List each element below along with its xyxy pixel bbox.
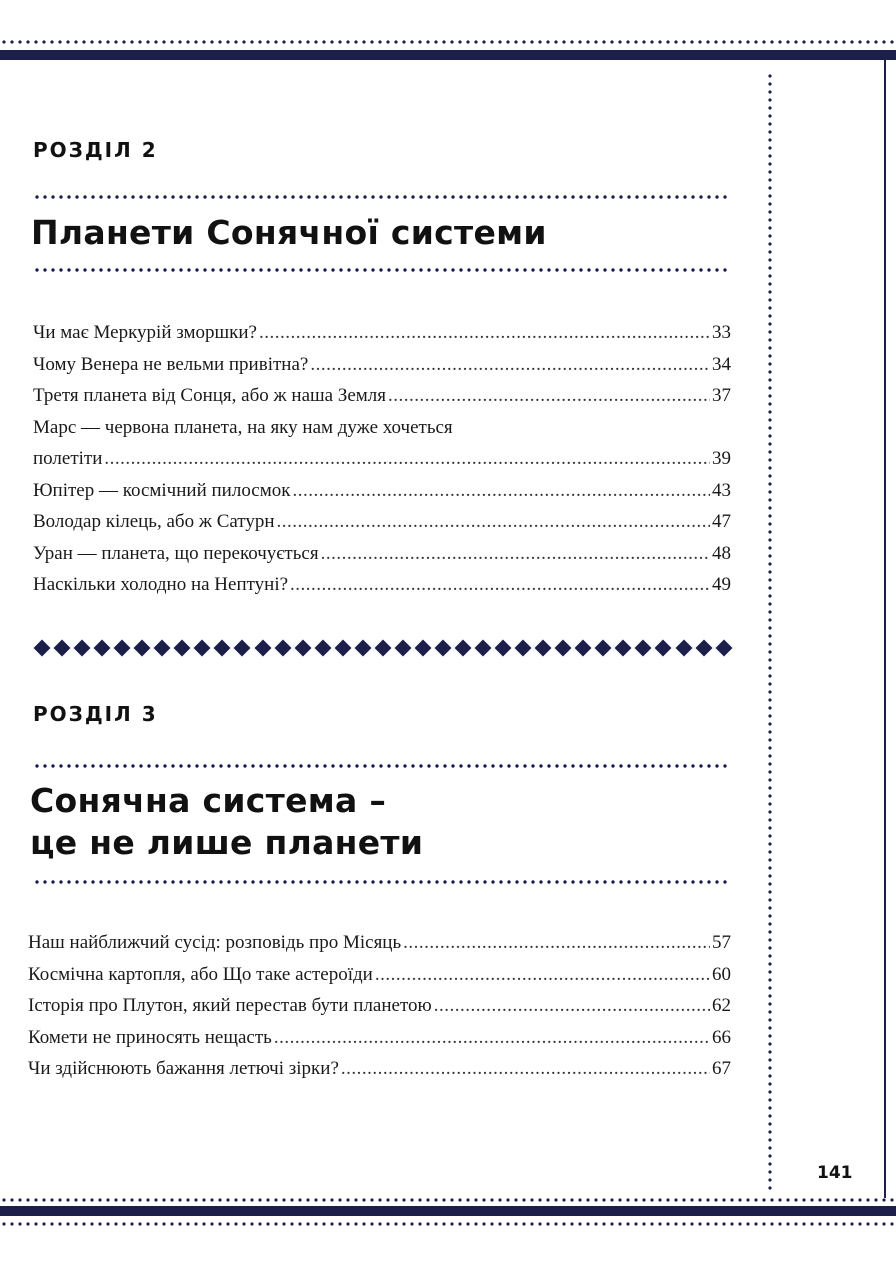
toc-entry[interactable] (28, 990, 731, 1022)
toc-entry-page: 60 (712, 963, 731, 985)
diamond-ornament (414, 640, 431, 657)
diamond-ornament (94, 640, 111, 657)
diamond-ornament (374, 640, 391, 657)
section-3-title (30, 780, 423, 864)
toc-entry[interactable] (33, 380, 731, 412)
toc-entry-title-continued: полетіти (33, 448, 103, 469)
diamond-ornament (715, 640, 732, 657)
toc-entry-title: Космічна картопля, або Що таке астероїди (28, 963, 373, 985)
toc-entry-title: Чи має Меркурій зморшки? (33, 322, 257, 343)
toc-entry-page: 47 (712, 511, 731, 532)
toc-entry-page: 62 (712, 995, 731, 1016)
diamond-ornament (214, 640, 231, 657)
diamond-ornament (655, 640, 672, 657)
toc-leader (434, 990, 710, 1022)
diamond-ornament (495, 640, 512, 657)
toc-leader (375, 959, 710, 991)
diamond-ornament (334, 640, 351, 657)
diamond-ornament (134, 640, 151, 657)
toc-leader (341, 1053, 710, 1085)
section-3-toc (28, 927, 731, 1085)
diamond-ornament (475, 640, 492, 657)
section-3-title-top-separator (33, 764, 731, 768)
toc-leader (403, 927, 710, 959)
toc-entry[interactable] (28, 927, 731, 959)
diamond-divider (36, 637, 730, 659)
toc-entry-page: 43 (712, 479, 731, 501)
section-3-title-line-2: це не лише планети (30, 823, 424, 862)
bottom-border-dots-lower (0, 1222, 896, 1226)
toc-entry-title: Чи здійснюють бажання летючі зірки? (28, 1058, 339, 1079)
toc-entry-title: Наскільки холодно на Нептуні? (33, 574, 289, 595)
diamond-ornament (54, 640, 71, 657)
toc-entry-page: 66 (712, 1026, 731, 1048)
diamond-ornament (454, 640, 471, 657)
toc-entry-title: Володар кілець, або ж Сатурн (33, 511, 275, 532)
diamond-ornament (434, 640, 451, 657)
toc-entry-page: 33 (712, 322, 731, 343)
section-2-title-top-separator (33, 195, 731, 199)
diamond-ornament (194, 640, 211, 657)
toc-leader (277, 506, 710, 538)
diamond-ornament (314, 640, 331, 657)
toc-entry[interactable] (33, 475, 731, 507)
section-3-label: РОЗДІЛ 3 (33, 702, 158, 726)
toc-entry-first-line[interactable] (33, 412, 731, 444)
section-2-toc (33, 317, 731, 601)
toc-entry-page: 67 (712, 1058, 731, 1079)
toc-entry-page: 57 (712, 932, 731, 953)
toc-leader (290, 569, 710, 601)
toc-leader (321, 538, 710, 570)
diamond-ornament (174, 640, 191, 657)
section-3-title-bottom-separator (33, 880, 731, 884)
bottom-border-dots-upper (0, 1198, 896, 1202)
diamond-ornament (254, 640, 271, 657)
toc-entry-page: 34 (712, 353, 731, 375)
toc-entry[interactable] (33, 569, 731, 601)
diamond-ornament (695, 640, 712, 657)
toc-leader (259, 317, 710, 349)
toc-entry-title: Наш найближчий сусід: розповідь про Місяць (28, 932, 402, 953)
toc-entry[interactable] (33, 349, 731, 381)
diamond-ornament (74, 640, 91, 657)
diamond-ornament (535, 640, 552, 657)
page-number: 141 (817, 1163, 853, 1183)
toc-entry-title: Уран — планета, що перекочується (33, 542, 319, 564)
toc-entry[interactable] (33, 538, 731, 570)
toc-entry-title: Юпітер — космічний пилосмок (33, 479, 291, 501)
diamond-ornament (294, 640, 311, 657)
right-frame-line (884, 58, 886, 1198)
diamond-ornament (675, 640, 692, 657)
diamond-ornament (34, 640, 51, 657)
diamond-ornament (114, 640, 131, 657)
section-2-title-bottom-separator (33, 268, 731, 272)
toc-entry-title: Історія про Плутон, який перестав бути планетою (28, 995, 432, 1016)
toc-leader (388, 380, 710, 412)
toc-entry-page: 48 (712, 542, 731, 564)
top-border-bar (0, 50, 896, 60)
diamond-ornament (234, 640, 251, 657)
diamond-ornament (354, 640, 371, 657)
diamond-ornament (555, 640, 572, 657)
toc-leader (104, 443, 710, 475)
toc-leader (292, 475, 710, 507)
toc-leader (274, 1022, 710, 1054)
toc-entry-page: 49 (712, 574, 731, 595)
toc-entry-title: Третя планета від Сонця, або ж наша Земля (33, 385, 387, 406)
diamond-ornament (615, 640, 632, 657)
toc-entry[interactable] (28, 959, 731, 991)
toc-entry[interactable] (28, 1022, 731, 1054)
top-border-dots (0, 40, 896, 44)
toc-entry-title: Комети не приносять нещасть (28, 1026, 272, 1048)
section-2-label: РОЗДІЛ 2 (33, 138, 158, 162)
toc-entry[interactable] (28, 1053, 731, 1085)
diamond-ornament (154, 640, 171, 657)
diamond-ornament (575, 640, 592, 657)
toc-entry[interactable] (33, 506, 731, 538)
toc-leader (310, 349, 710, 381)
toc-entry-title: Чому Венера не вельми привітна? (33, 353, 309, 375)
toc-entry[interactable] (33, 317, 731, 349)
bottom-border-bar (0, 1206, 896, 1216)
diamond-ornament (394, 640, 411, 657)
toc-entry[interactable] (33, 443, 731, 475)
section-3-title-line-1: Сонячна система – (30, 781, 387, 820)
toc-entry-page: 39 (712, 448, 731, 469)
section-2-title: Планети Сонячної системи (31, 213, 547, 252)
diamond-ornament (515, 640, 532, 657)
diamond-ornament (635, 640, 652, 657)
diamond-ornament (595, 640, 612, 657)
toc-entry-page: 37 (712, 385, 731, 406)
right-frame-dots (768, 72, 772, 1194)
diamond-ornament (274, 640, 291, 657)
toc-entry-title: Марс — червона планета, на яку нам дуже хочеться (33, 416, 453, 438)
